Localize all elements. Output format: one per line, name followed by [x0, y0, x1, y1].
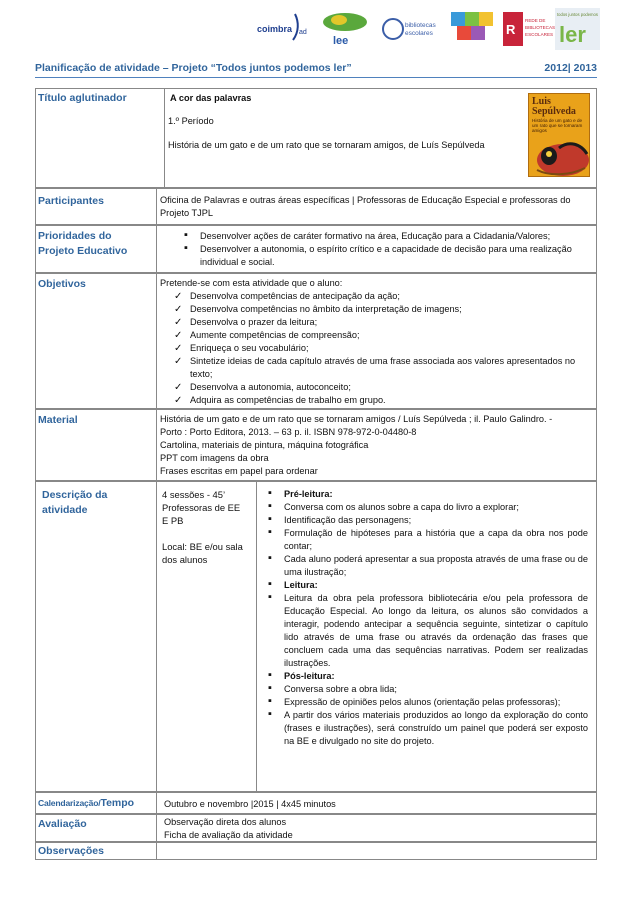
descricao-label: Descrição da atividade	[42, 489, 108, 516]
titulo-label: Título aglutinador	[38, 92, 127, 104]
document-header	[35, 62, 597, 78]
school-year: 2012| 2013	[544, 62, 597, 74]
list-item: ▪ A partir dos vários materiais produzidos ao longo da exploração do conto (frases e ilustrações), será construído um painel que poderá ser exposto na BE e divulgado no site do projeto.	[262, 709, 588, 748]
list-item: ✓ Enriqueça o seu vocabulário;	[168, 342, 596, 355]
avaliacao-lines: Observação direta dos alunos Ficha de avaliação da atividade	[164, 817, 293, 840]
list-item: ▪ Leitura da obra pela professora bibliotecária e/ou pela professora de Educação Especial. Ao longo da leitura, os alunos são convidados a interagir, podendo antecipar a sequência seguinte, sintetizar o capítulo lido através de uma frase ou através da ordenação das frases que concluem cada uma das sequências narrativas. Podem ser realizadas ilustrações.	[262, 592, 588, 670]
svg-text:todos juntos podemos: todos juntos podemos	[557, 12, 598, 17]
participantes-text: Oficina de Palavras e outras áreas específicas | Professoras de Educação Especial e professoras do Projeto TJPL	[160, 195, 571, 218]
book-cover-image: Luis Sepúlveda História de um gato e de um rato que se tornaram amigos	[528, 93, 590, 177]
observacoes-label: Observações	[38, 845, 104, 857]
svg-text:BIBLIOTECAS: BIBLIOTECAS	[525, 25, 556, 30]
logo-strip	[255, 8, 600, 50]
lee-logo	[317, 8, 377, 50]
prioridades-list	[178, 230, 598, 269]
bibliotecas-logo	[381, 8, 441, 50]
svg-text:ad: ad	[299, 29, 307, 36]
list-item: ✓ Aumente competências de compreensão;	[168, 329, 596, 342]
list-item: ▪ Formulação de hipóteses para a história que a capa da obra nos pode contar;	[262, 527, 588, 553]
list-item: ✓ Desenvolva competências de antecipação da ação;	[168, 290, 596, 303]
list-item: ▪ Conversa com os alunos sobre a capa do livro a explorar;	[262, 501, 588, 514]
titulo-name: A cor das palavras	[170, 93, 252, 103]
row-observacoes	[35, 842, 597, 860]
list-item: ▪ Conversa sobre a obra lida;	[262, 683, 588, 696]
list-item: ✓ Desenvolva a autonomia, autoconceito;	[168, 381, 596, 394]
titulo-period: 1.º Período	[168, 116, 214, 126]
rbe-logo	[503, 8, 556, 50]
list-item: ▪ Pré-leitura:	[262, 488, 588, 501]
list-item: ✓ Sintetize ideias de cada capítulo através de uma frase associada aos valores apresentados no texto;	[168, 355, 596, 381]
row-prioridades	[35, 225, 597, 273]
row-avaliacao	[35, 814, 597, 842]
row-titulo	[35, 88, 597, 188]
svg-text:lee: lee	[333, 35, 349, 47]
svg-text:R: R	[506, 22, 516, 37]
prioridades-label: Prioridades do Projeto Educativo	[38, 230, 128, 257]
objetivos-list	[168, 290, 596, 407]
objetivos-intro: Pretende-se com esta atividade que o aluno:	[160, 278, 343, 288]
list-item: ▪ Desenvolver ações de caráter formativo na área, Educação para a Cidadania/Valores;	[178, 230, 598, 243]
calendarizacao-label: Calendarização/Tempo	[38, 797, 135, 809]
list-item: ▪ Desenvolver a autonomia, o espírito crítico e a capacidade de decisão para uma realização individual e social.	[178, 243, 598, 269]
svg-text:escolares: escolares	[405, 30, 433, 37]
calendarizacao-text: Outubro e novembro |2015 | 4x45 minutos	[164, 799, 336, 809]
descricao-sessions: 4 sessões - 45’ Professoras de EE E PB Local: BE e/ou sala dos alunos	[162, 489, 243, 565]
svg-text:bibliotecas: bibliotecas	[405, 22, 436, 29]
row-objetivos	[35, 273, 597, 409]
puzzle-logo	[447, 8, 499, 50]
descricao-list	[262, 488, 588, 748]
row-material	[35, 409, 597, 481]
row-participantes	[35, 188, 597, 225]
titulo-description: História de um gato e de um rato que se tornaram amigos, de Luís Sepúlveda	[168, 140, 485, 150]
material-lines: História de um gato e de um rato que se tornaram amigos / Luís Sepúlveda ; il. Paulo Galindro. - Porto : Porto Editora, 2013. – 63 p. il. ISBN 978-972-0-04480-8 Cartolina, materiais de pintura, máquina fotográfica PPT com imagens da obra Frases escritas em papel para ordenar	[160, 414, 553, 476]
ler-logo	[555, 8, 600, 50]
row-descricao	[35, 481, 597, 792]
objetivos-label: Objetivos	[38, 278, 86, 290]
svg-text:ESCOLARES: ESCOLARES	[525, 32, 554, 37]
participantes-label: Participantes	[38, 195, 104, 207]
list-item: ✓ Desenvolva competências no âmbito da interpretação de imagens;	[168, 303, 596, 316]
list-item: ✓ Desenvolva o prazer da leitura;	[168, 316, 596, 329]
svg-text:coimbra: coimbra	[257, 24, 293, 34]
list-item: ▪ Identificação das personagens;	[262, 514, 588, 527]
coimbra-logo	[255, 8, 313, 50]
avaliacao-label: Avaliação	[38, 818, 87, 830]
row-calendarizacao	[35, 792, 597, 814]
svg-text:ler: ler	[559, 22, 586, 47]
svg-text:REDE DE: REDE DE	[525, 18, 546, 23]
list-item: ▪ Expressão de opiniões pelos alunos (orientação pelas professoras);	[262, 696, 588, 709]
list-item: ▪ Leitura:	[262, 579, 588, 592]
list-item: ▪ Pós-leitura:	[262, 670, 588, 683]
material-label: Material	[38, 414, 78, 426]
list-item: ▪ Cada aluno poderá apresentar a sua proposta através de uma frase ou de uma ilustração;	[262, 553, 588, 579]
list-item: ✓ Adquira as competências de trabalho em grupo.	[168, 394, 596, 407]
document-title: Planificação de atividade – Projeto “Todos juntos podemos ler”	[35, 62, 352, 74]
